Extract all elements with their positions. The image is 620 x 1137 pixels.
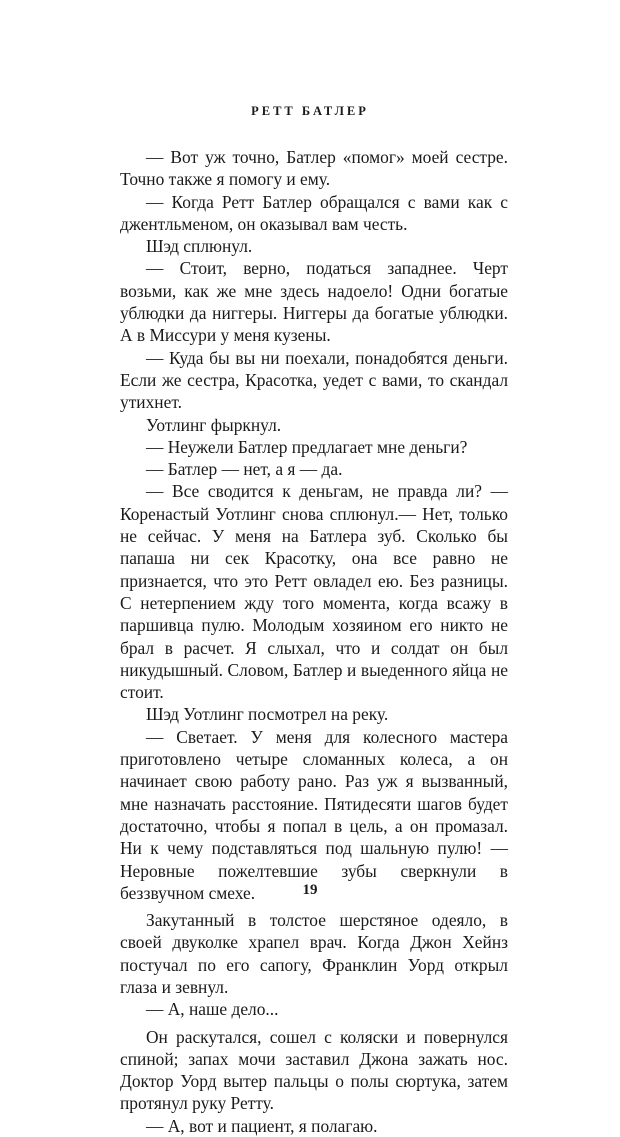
paragraph: Закутанный в толстое шерстяное одеяло, в своей двуколке храпел врач. Когда Джон Хейнз постучал по его сапогу, Франклин Уорд открыл глаза и зевнул. bbox=[120, 910, 508, 997]
paragraph: — Светает. У меня для колесного мастера приготовлено четыре сломанных колеса, а он начинает свою работу рано. Раз уж я вызванный, мне назначать расстояние. Пятидесяти шагов будет достаточно, чтобы я попал в цель, а он промазал. Ни к чему подставляться под шальную пулю! — Неровные пожелтевшие зубы сверкнули в беззвучном смехе. bbox=[120, 726, 508, 903]
paragraph: Шэд Уотлинг посмотрел на реку. bbox=[146, 704, 389, 725]
paragraph: — Когда Ретт Батлер обращался с вами как с джентльменом, он оказывал вам честь. bbox=[120, 191, 508, 234]
paragraph: — А, вот и пациент, я полагаю. bbox=[146, 1115, 378, 1136]
paragraph: Он раскутался, сошел с коляски и повернулся спиной; запах мочи заставил Джона зажать нос. Доктор Уорд вытер пальцы о полы сюртука, затем протянул руку Ретту. bbox=[120, 1026, 508, 1114]
paragraph: — Куда бы вы ни поехали, понадобятся деньги. Если же сестра, Красотка, уедет с вами, то скандал утихнет. bbox=[120, 347, 508, 413]
paragraph: — Все сводится к деньгам, не правда ли? — Коренастый Уотлинг снова сплюнул.— Нет, только не сейчас. У меня на Батлера зуб. Сколько бы папаша ни сек Красотку, она все равно не признается, что это Ретт овладел ею. Без разницы. С нетерпением жду того момента, когда всажу в паршивца пулю. Молодым хозяином его никто не брал в расчет. Я слыхал, что и солдат он был никудышный. Словом, Батлер и выеденного яйца не стоит. bbox=[120, 481, 508, 703]
paragraph: — Батлер — нет, а я — да. bbox=[146, 459, 343, 480]
paragraph: — Вот уж точно, Батлер «помог» моей сестре. Точно также я помогу и ему. bbox=[120, 147, 508, 190]
running-head: РЕТТ БАТЛЕР bbox=[251, 104, 369, 118]
paragraph: — Неужели Батлер предлагает мне деньги? bbox=[146, 436, 468, 457]
page-number: 19 bbox=[302, 882, 318, 898]
paragraph: — Стоит, верно, податься западнее. Черт возьми, как же мне здесь надоело! Одни богатые ублюдки да ниггеры. Ниггеры да богатые ублюдки. А в Миссури у меня кузены. bbox=[120, 258, 508, 346]
body-text bbox=[120, 146, 508, 1137]
paragraph: Шэд сплюнул. bbox=[146, 236, 253, 257]
paragraph: Уотлинг фыркнул. bbox=[146, 414, 282, 435]
paragraph: — А, наше дело... bbox=[146, 999, 279, 1020]
